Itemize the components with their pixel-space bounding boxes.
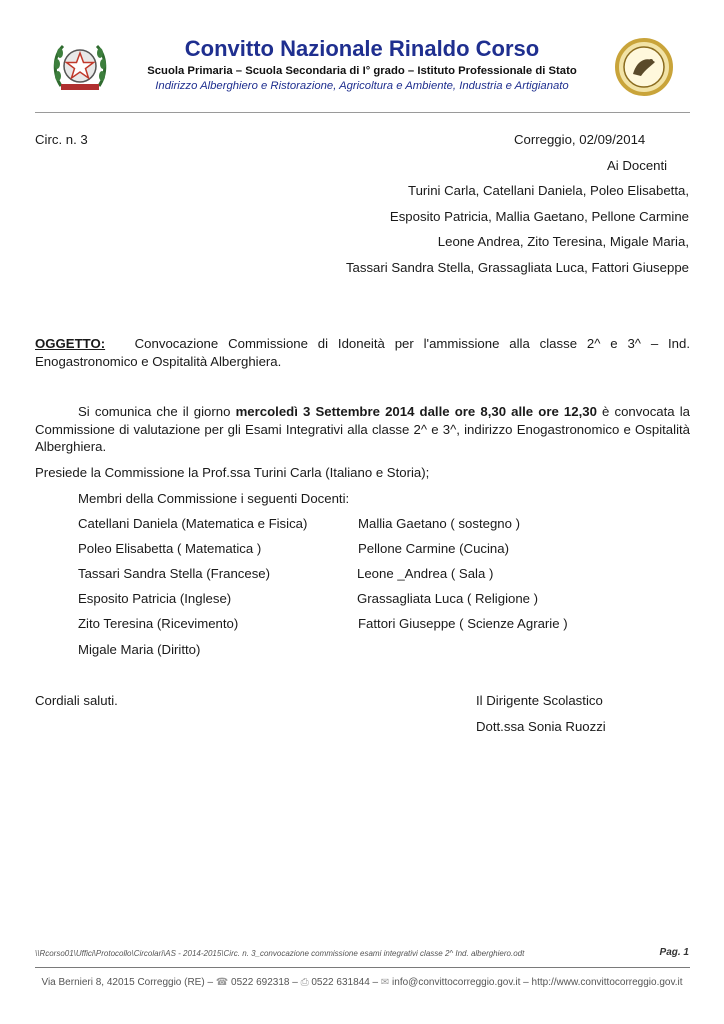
header-divider [35, 112, 690, 113]
signer-role: Il Dirigente Scolastico [476, 693, 603, 708]
president-line: Presiede la Commissione la Prof.ssa Turini Carla (Italiano e Storia); [35, 465, 430, 480]
phone-icon: ☎ [215, 977, 229, 988]
footer-email-web: info@convittocorreggio.gov.it – http://www.convittocorreggio.gov.it [389, 977, 683, 988]
footer-fax: 0522 631844 – [308, 977, 381, 988]
member-entry: Zito Teresina (Ricevimento) [78, 616, 239, 631]
recipient-line: Leone Andrea, Zito Teresina, Migale Maria, [437, 234, 689, 249]
page-number: Pag. 1 [659, 947, 689, 958]
footer-address: Via Bernieri 8, 42015 Correggio (RE) – [41, 977, 216, 988]
member-entry: Tassari Sandra Stella (Francese) [78, 566, 271, 581]
recipient-line: Tassari Sandra Stella, Grassagliata Luca, Fattori Giuseppe [345, 260, 689, 275]
member-entry: Poleo Elisabetta ( Matematica ) [78, 541, 262, 556]
member-entry: Grassagliata Luca ( Religione ) [357, 591, 539, 606]
meeting-datetime: mercoledì 3 Settembre 2014 dalle ore 8,30 alle ore 12,30 [235, 404, 597, 419]
member-entry: Esposito Patricia (Inglese) [78, 591, 232, 606]
subject-label: OGGETTO: [35, 336, 106, 351]
member-entry: Migale Maria (Diritto) [78, 642, 201, 657]
members-intro: Membri della Commissione i seguenti Docenti: [78, 491, 350, 506]
signer-name: Dott.ssa Sonia Ruozzi [476, 719, 606, 734]
member-entry: Fattori Giuseppe ( Scienze Agrarie ) [358, 616, 568, 631]
subject-text: Convocazione Commissione di Idoneità per l'ammissione alla classe 2^ e 3^ – Ind. Enogastronomico e Ospitalità Alberghiera. [35, 336, 690, 369]
circular-number: Circ. n. 3 [35, 132, 88, 147]
body-paragraph: Si comunica che il giorno mercoledì 3 Settembre 2014 dalle ore 8,30 alle ore 12,30 è convocata la Commissione di valutazione per gli Esami Integrativi alla classe 2^ e 3^, indirizzo Enogastronomico e Ospitalità Alberghiera. [35, 404, 691, 454]
member-entry: Leone _Andrea ( Sala ) [357, 566, 494, 581]
institution-subtitle: Scuola Primaria – Scuola Secondaria di I° grado – Istituto Professionale di Stato [147, 65, 577, 77]
recipient-line: Esposito Patricia, Mallia Gaetano, Pellone Carmine [389, 209, 689, 224]
member-entry: Pellone Carmine (Cucina) [358, 541, 509, 556]
fax-icon: ⎙ [300, 977, 309, 988]
footer-contacts [0, 977, 724, 988]
member-entry: Mallia Gaetano ( sostegno ) [358, 516, 520, 531]
institution-specializations: Indirizzo Alberghiero e Ristorazione, Agricoltura e Ambiente, Industria e Artigianato [155, 80, 569, 92]
recipient-line: Turini Carla, Catellani Daniela, Poleo Elisabetta, [408, 183, 689, 198]
closing-greeting: Cordiali saluti. [35, 693, 118, 708]
recipient-line: Ai Docenti [607, 158, 668, 173]
footer-divider [35, 967, 690, 968]
place-date: Correggio, 02/09/2014 [514, 132, 646, 147]
document-path: \\Rcorso01\Uffici\Protocollo\Circolari\AS - 2014-2015\Circ. n. 3_convocazione commissione esami integrativi classe 2^ Ind. alberghiero.odt [35, 949, 525, 958]
institution-title: Convitto Nazionale Rinaldo Corso [184, 36, 540, 61]
footer-phone: 0522 692318 – [228, 977, 301, 988]
subject [35, 335, 690, 370]
envelope-icon: ✉ [380, 977, 390, 988]
member-entry: Catellani Daniela (Matematica e Fisica) [78, 516, 308, 531]
